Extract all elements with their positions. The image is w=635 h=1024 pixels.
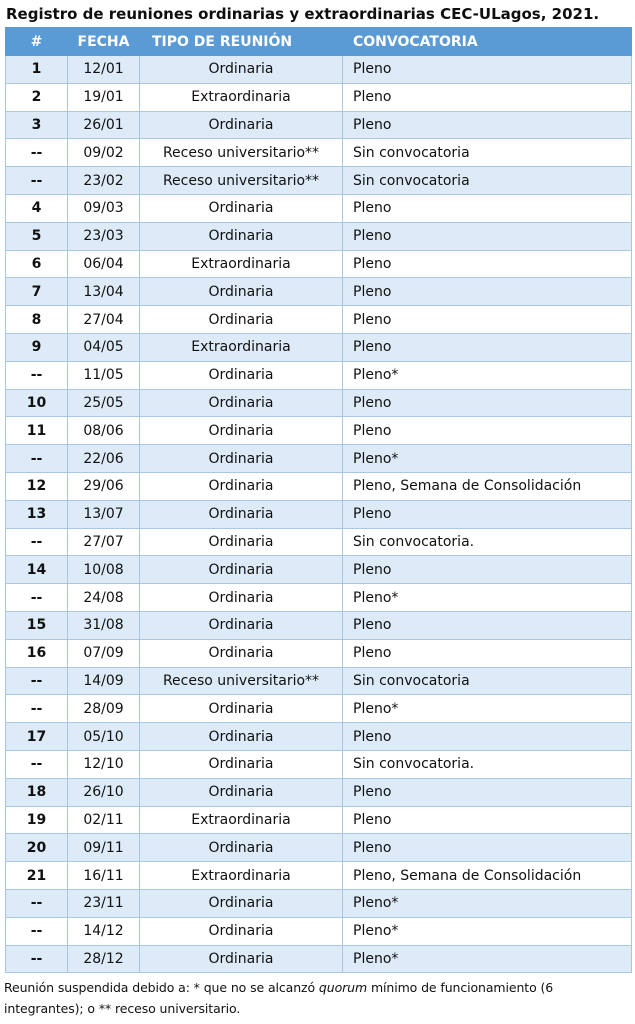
cell-fecha: 25/05 (68, 389, 140, 417)
table-row (6, 139, 632, 167)
cell-num: -- (6, 528, 68, 556)
cell-tipo: Ordinaria (140, 778, 343, 806)
cell-fecha: 26/01 (68, 111, 140, 139)
cell-tipo: Ordinaria (140, 834, 343, 862)
cell-fecha: 24/08 (68, 584, 140, 612)
cell-convocatoria: Pleno (343, 611, 632, 639)
cell-num: 15 (6, 611, 68, 639)
cell-tipo: Ordinaria (140, 56, 343, 84)
cell-num: 1 (6, 56, 68, 84)
cell-convocatoria: Pleno (343, 194, 632, 222)
table-row (6, 306, 632, 334)
cell-tipo: Extraordinaria (140, 862, 343, 890)
cell-tipo: Ordinaria (140, 889, 343, 917)
table-row (6, 556, 632, 584)
table-row (6, 862, 632, 890)
cell-tipo: Ordinaria (140, 111, 343, 139)
cell-num: 5 (6, 222, 68, 250)
cell-num: 7 (6, 278, 68, 306)
cell-tipo: Ordinaria (140, 389, 343, 417)
meetings-table (5, 27, 632, 973)
cell-tipo: Ordinaria (140, 556, 343, 584)
table-row (6, 278, 632, 306)
cell-convocatoria: Pleno (343, 111, 632, 139)
cell-num: -- (6, 695, 68, 723)
footnote-suffix: mínimo de funcionamiento (6 integrantes); o ** receso universitario. (4, 980, 554, 1016)
cell-fecha: 09/03 (68, 194, 140, 222)
cell-num: 10 (6, 389, 68, 417)
cell-fecha: 23/03 (68, 222, 140, 250)
cell-tipo: Ordinaria (140, 472, 343, 500)
cell-num: -- (6, 917, 68, 945)
cell-convocatoria: Pleno (343, 417, 632, 445)
cell-tipo: Extraordinaria (140, 250, 343, 278)
cell-num: 2 (6, 83, 68, 111)
table-row (6, 56, 632, 84)
table-row (6, 611, 632, 639)
table-row (6, 83, 632, 111)
cell-tipo: Extraordinaria (140, 806, 343, 834)
cell-tipo: Ordinaria (140, 945, 343, 973)
cell-fecha: 05/10 (68, 723, 140, 751)
header-convocatoria: CONVOCATORIA (343, 28, 632, 56)
cell-convocatoria: Pleno (343, 723, 632, 751)
cell-num: 11 (6, 417, 68, 445)
cell-fecha: 13/04 (68, 278, 140, 306)
cell-fecha: 22/06 (68, 445, 140, 473)
table-row (6, 361, 632, 389)
cell-convocatoria: Pleno (343, 806, 632, 834)
cell-num: 19 (6, 806, 68, 834)
table-row (6, 639, 632, 667)
cell-fecha: 14/12 (68, 917, 140, 945)
cell-tipo: Ordinaria (140, 278, 343, 306)
cell-num: 3 (6, 111, 68, 139)
cell-fecha: 27/04 (68, 306, 140, 334)
cell-tipo: Ordinaria (140, 222, 343, 250)
cell-tipo: Ordinaria (140, 584, 343, 612)
cell-fecha: 09/11 (68, 834, 140, 862)
table-row (6, 500, 632, 528)
table-row (6, 750, 632, 778)
table-header (6, 28, 632, 56)
cell-num: 17 (6, 723, 68, 751)
cell-tipo: Ordinaria (140, 723, 343, 751)
cell-tipo: Ordinaria (140, 917, 343, 945)
table-row (6, 528, 632, 556)
table-row (6, 723, 632, 751)
cell-fecha: 19/01 (68, 83, 140, 111)
header-num: # (6, 28, 68, 56)
cell-num: 16 (6, 639, 68, 667)
table-row (6, 389, 632, 417)
cell-convocatoria: Pleno (343, 500, 632, 528)
cell-tipo: Ordinaria (140, 194, 343, 222)
cell-tipo: Ordinaria (140, 750, 343, 778)
header-fecha: FECHA (68, 28, 140, 56)
cell-convocatoria: Pleno, Semana de Consolidación (343, 472, 632, 500)
table-row (6, 695, 632, 723)
cell-fecha: 08/06 (68, 417, 140, 445)
cell-fecha: 29/06 (68, 472, 140, 500)
cell-convocatoria: Pleno* (343, 945, 632, 973)
cell-convocatoria: Pleno (343, 556, 632, 584)
cell-num: 9 (6, 333, 68, 361)
cell-num: -- (6, 667, 68, 695)
cell-convocatoria: Pleno* (343, 584, 632, 612)
cell-num: 14 (6, 556, 68, 584)
cell-num: -- (6, 584, 68, 612)
cell-convocatoria: Pleno* (343, 361, 632, 389)
cell-fecha: 11/05 (68, 361, 140, 389)
cell-fecha: 28/09 (68, 695, 140, 723)
cell-convocatoria: Pleno* (343, 889, 632, 917)
cell-tipo: Receso universitario** (140, 167, 343, 195)
cell-tipo: Ordinaria (140, 611, 343, 639)
cell-convocatoria: Pleno* (343, 695, 632, 723)
cell-num: 4 (6, 194, 68, 222)
cell-tipo: Extraordinaria (140, 83, 343, 111)
cell-fecha: 13/07 (68, 500, 140, 528)
cell-convocatoria: Pleno (343, 639, 632, 667)
cell-num: 8 (6, 306, 68, 334)
table-row (6, 250, 632, 278)
cell-convocatoria: Pleno (343, 222, 632, 250)
table-row (6, 167, 632, 195)
footnote (4, 977, 632, 1019)
cell-fecha: 31/08 (68, 611, 140, 639)
cell-fecha: 28/12 (68, 945, 140, 973)
cell-num: -- (6, 139, 68, 167)
cell-tipo: Ordinaria (140, 500, 343, 528)
table-row (6, 834, 632, 862)
cell-fecha: 26/10 (68, 778, 140, 806)
cell-convocatoria: Sin convocatoria (343, 167, 632, 195)
header-row (6, 28, 632, 56)
footnote-emphasis: quorum (318, 980, 368, 995)
cell-convocatoria: Pleno (343, 389, 632, 417)
cell-num: -- (6, 750, 68, 778)
cell-num: 13 (6, 500, 68, 528)
table-row (6, 472, 632, 500)
cell-tipo: Ordinaria (140, 306, 343, 334)
table-row (6, 194, 632, 222)
cell-num: 12 (6, 472, 68, 500)
cell-num: -- (6, 445, 68, 473)
header-tipo: TIPO DE REUNIÓN (140, 28, 343, 56)
table-row (6, 222, 632, 250)
cell-convocatoria: Pleno (343, 278, 632, 306)
table-row (6, 945, 632, 973)
cell-convocatoria: Sin convocatoria. (343, 750, 632, 778)
cell-tipo: Ordinaria (140, 445, 343, 473)
table-row (6, 111, 632, 139)
cell-tipo: Ordinaria (140, 361, 343, 389)
table-row (6, 417, 632, 445)
cell-num: -- (6, 945, 68, 973)
table-row (6, 806, 632, 834)
page-title: Registro de reuniones ordinarias y extraordinarias CEC-ULagos, 2021. (6, 5, 600, 23)
cell-tipo: Extraordinaria (140, 333, 343, 361)
cell-num: -- (6, 361, 68, 389)
table-row (6, 584, 632, 612)
cell-fecha: 02/11 (68, 806, 140, 834)
cell-convocatoria: Pleno (343, 56, 632, 84)
cell-convocatoria: Pleno (343, 83, 632, 111)
cell-tipo: Ordinaria (140, 695, 343, 723)
table-body (6, 56, 632, 973)
cell-tipo: Receso universitario** (140, 139, 343, 167)
table-row (6, 667, 632, 695)
cell-convocatoria: Sin convocatoria. (343, 528, 632, 556)
cell-convocatoria: Pleno, Semana de Consolidación (343, 862, 632, 890)
cell-tipo: Ordinaria (140, 639, 343, 667)
cell-fecha: 06/04 (68, 250, 140, 278)
table-row (6, 917, 632, 945)
cell-tipo: Ordinaria (140, 528, 343, 556)
table-row (6, 333, 632, 361)
cell-convocatoria: Pleno* (343, 917, 632, 945)
cell-num: 18 (6, 778, 68, 806)
cell-tipo: Receso universitario** (140, 667, 343, 695)
cell-convocatoria: Sin convocatoria (343, 667, 632, 695)
cell-fecha: 04/05 (68, 333, 140, 361)
cell-fecha: 16/11 (68, 862, 140, 890)
cell-num: -- (6, 167, 68, 195)
cell-convocatoria: Pleno (343, 250, 632, 278)
cell-fecha: 23/02 (68, 167, 140, 195)
cell-fecha: 23/11 (68, 889, 140, 917)
cell-convocatoria: Pleno (343, 333, 632, 361)
cell-num: 6 (6, 250, 68, 278)
table-row (6, 889, 632, 917)
cell-convocatoria: Pleno (343, 306, 632, 334)
table-row (6, 778, 632, 806)
cell-convocatoria: Sin convocatoria (343, 139, 632, 167)
cell-fecha: 09/02 (68, 139, 140, 167)
cell-convocatoria: Pleno (343, 834, 632, 862)
cell-fecha: 07/09 (68, 639, 140, 667)
cell-num: 21 (6, 862, 68, 890)
cell-num: 20 (6, 834, 68, 862)
cell-convocatoria: Pleno (343, 778, 632, 806)
footnote-prefix: Reunión suspendida debido a: * que no se alcanzó (4, 980, 319, 995)
cell-fecha: 12/10 (68, 750, 140, 778)
cell-fecha: 27/07 (68, 528, 140, 556)
cell-num: -- (6, 889, 68, 917)
table-row (6, 445, 632, 473)
cell-fecha: 14/09 (68, 667, 140, 695)
cell-tipo: Ordinaria (140, 417, 343, 445)
cell-convocatoria: Pleno* (343, 445, 632, 473)
cell-fecha: 10/08 (68, 556, 140, 584)
cell-fecha: 12/01 (68, 56, 140, 84)
